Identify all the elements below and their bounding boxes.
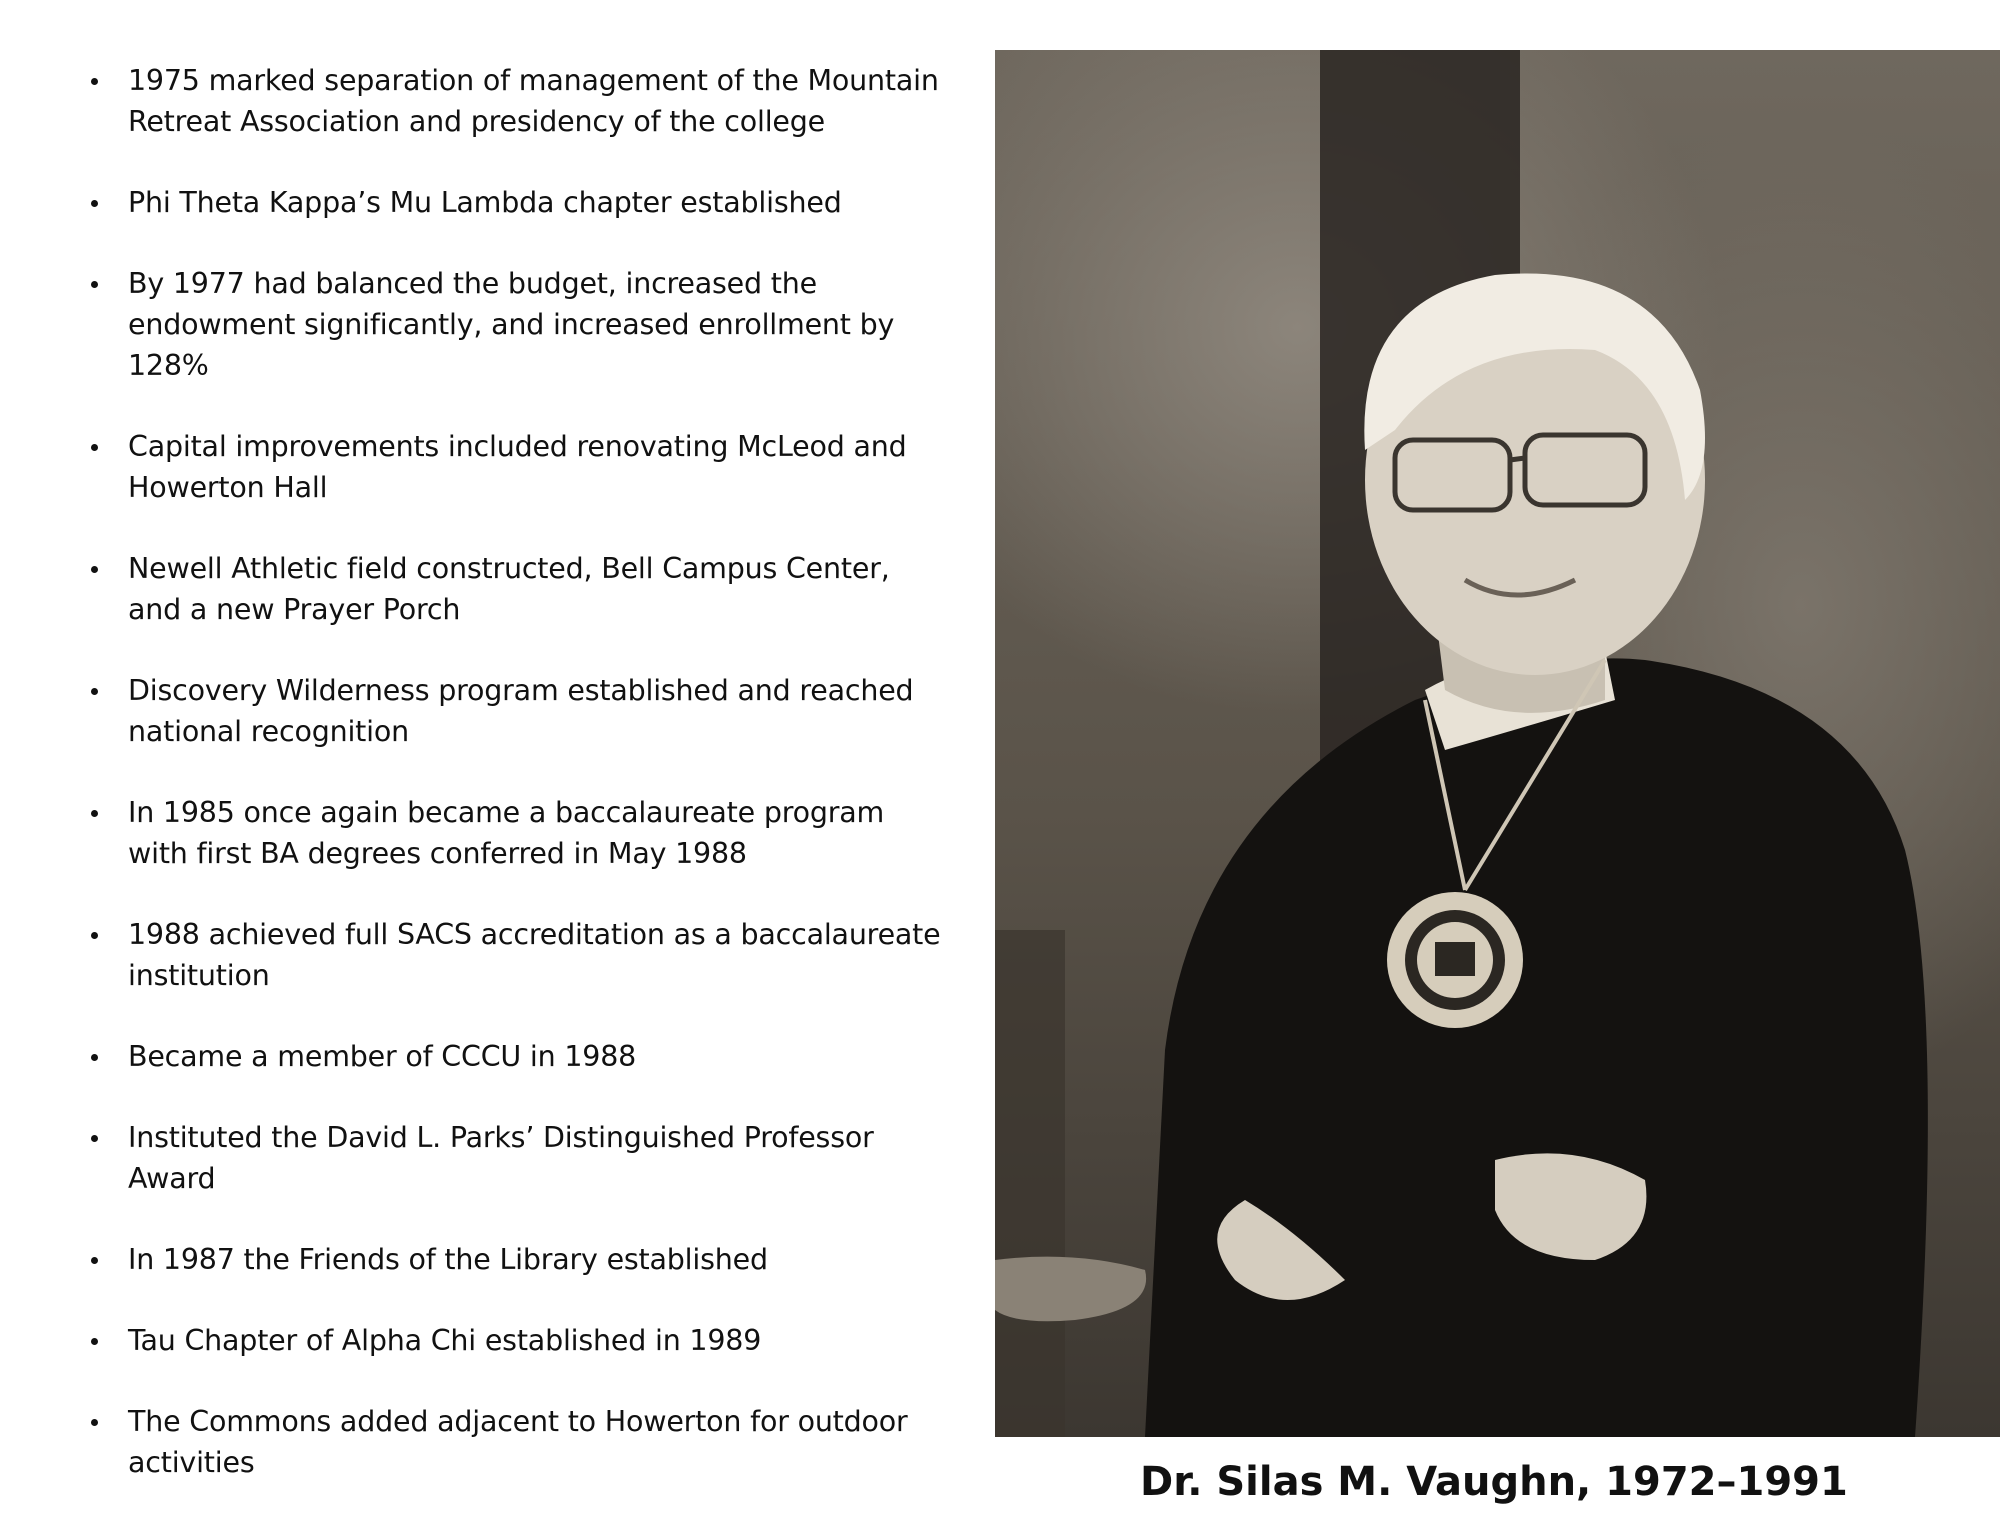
- bullet-item: In 1987 the Friends of the Library established: [88, 1239, 948, 1280]
- bullet-item: Capital improvements included renovating McLeod and Howerton Hall: [88, 426, 948, 508]
- bullet-item: Phi Theta Kappa’s Mu Lambda chapter established: [88, 182, 948, 223]
- bullet-item: By 1977 had balanced the budget, increased the endowment significantly, and increased enrollment by 128%: [88, 263, 948, 386]
- bullet-item: 1988 achieved full SACS accreditation as a baccalaureate institution: [88, 914, 948, 996]
- bullet-item: Instituted the David L. Parks’ Distinguished Professor Award: [88, 1117, 948, 1199]
- bullet-item: Became a member of CCCU in 1988: [88, 1036, 948, 1077]
- bullet-item: Newell Athletic field constructed, Bell Campus Center, and a new Prayer Porch: [88, 548, 948, 630]
- bullet-item: 1975 marked separation of management of the Mountain Retreat Association and presidency of the college: [88, 60, 948, 142]
- bullet-item: In 1985 once again became a baccalaureate program with first BA degrees conferred in May 1988: [88, 792, 948, 874]
- bullet-item: Tau Chapter of Alpha Chi established in 1989: [88, 1320, 948, 1361]
- portrait-photo-icon: [995, 50, 2000, 1437]
- bullet-list: [88, 60, 948, 1523]
- bullet-item: The Commons added adjacent to Howerton for outdoor activities: [88, 1401, 948, 1483]
- bullet-item: Discovery Wilderness program established and reached national recognition: [88, 670, 948, 752]
- portrait-photo: [995, 50, 2000, 1437]
- photo-caption: Dr. Silas M. Vaughn, 1972–1991: [1140, 1459, 1848, 1505]
